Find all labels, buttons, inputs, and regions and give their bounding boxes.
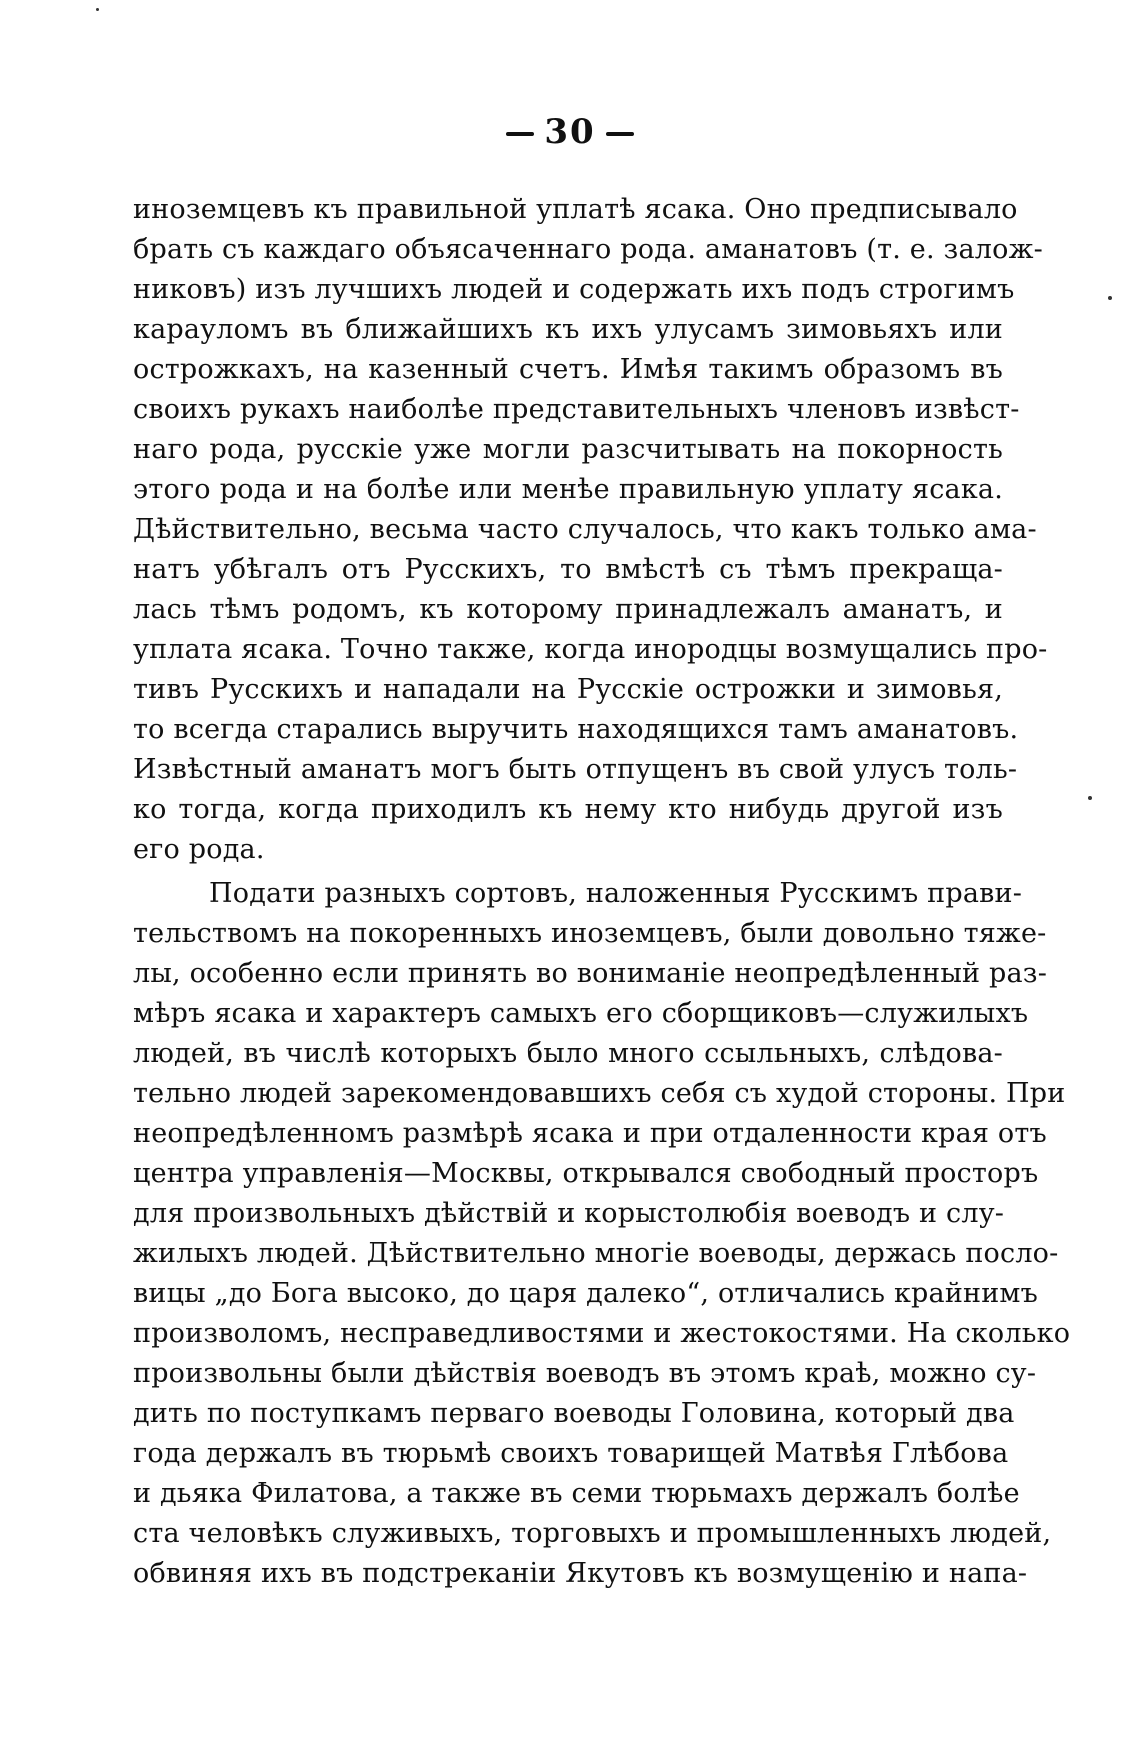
paper-speck [96,8,99,11]
text-line: тивъ Русскихъ и нападали на Русскіе острожки и зимовья, [133,674,1003,705]
paper-speck [1088,796,1092,800]
text-line: ко тогда, когда приходилъ къ нему кто нибудь другой изъ [133,794,1003,825]
left-ornament-dash [506,132,534,136]
text-line: тельно людей зарекомендовавшихъ себя съ худой стороны. При [133,1078,1066,1109]
text-line: лы, особенно если принять во вониманіе неопредѣленный раз- [133,958,1048,989]
text-line: его рода. [133,834,265,865]
text-line: острожкахъ, на казенный счетъ. Имѣя такимъ образомъ въ [133,354,1003,385]
text-line: наго рода, русскіе уже могли разсчитывать на покорность [133,434,1003,465]
text-line: этого рода и на болѣе или менѣе правильную уплату ясака. [133,474,1003,505]
text-line: Дѣйствительно, весьма часто случалось, что какъ только ама- [133,514,1037,545]
paragraph-1 [133,190,1048,870]
text-line: дить по поступкамъ перваго воеводы Головина, который два [133,1398,1015,1429]
text-line: уплата ясака. Точно также, когда инородцы возмущались про- [133,634,1048,665]
text-line: произвольны были дѣйствія воеводъ въ этомъ краѣ, можно су- [133,1358,1037,1389]
page-number-header [0,112,1140,152]
text-line: вицы „до Бога высоко, до царя далеко“, отличались крайнимъ [133,1278,1038,1309]
text-line: Подати разныхъ сортовъ, наложенныя Русскимъ прави- [209,878,1023,909]
right-ornament-dash [606,132,634,136]
text-line: брать съ каждаго объясаченнаго рода. аманатовъ (т. е. залож- [133,234,1043,265]
page-number: 30 [544,112,596,152]
text-line: ста человѣкъ служивыхъ, торговыхъ и промышленныхъ людей, [133,1518,1052,1549]
paragraph-2 [133,874,1071,1594]
text-line: карауломъ въ ближайшихъ къ ихъ улусамъ зимовьяхъ или [133,314,1003,345]
text-line: тельствомъ на покоренныхъ иноземцевъ, были довольно тяже- [133,918,1047,949]
text-line: своихъ рукахъ наиболѣе представительныхъ членовъ извѣст- [133,394,1020,425]
text-line: Извѣстный аманатъ могъ быть отпущенъ въ свой улусъ толь- [133,754,1018,785]
text-line: произволомъ, несправедливостями и жестокостями. На сколько [133,1318,1071,1349]
text-line: для произвольныхъ дѣйствій и корыстолюбія воеводъ и слу- [133,1198,1005,1229]
text-line: натъ убѣгалъ отъ Русскихъ, то вмѣстѣ съ тѣмъ прекраща- [133,554,1003,585]
text-line: лась тѣмъ родомъ, къ которому принадлежалъ аманатъ, и [133,594,1003,625]
paper-speck [1108,296,1112,300]
text-line: центра управленія—Москвы, открывался свободный просторъ [133,1158,1039,1189]
text-line: жилыхъ людей. Дѣйствительно многіе воеводы, держась посло- [133,1238,1059,1269]
text-line: иноземцевъ къ правильной уплатѣ ясака. Оно предписывало [133,194,1018,225]
text-line: никовъ) изъ лучшихъ людей и содержать ихъ подъ строгимъ [133,274,1015,305]
text-line: мѣръ ясака и характеръ самыхъ его сборщиковъ—служилыхъ [133,998,1029,1029]
text-line: то всегда старались выручить находящихся тамъ аманатовъ. [133,714,1019,745]
text-line: обвиняя ихъ въ подстреканіи Якутовъ къ возмущенію и напа- [133,1558,1028,1589]
text-line: неопредѣленномъ размѣрѣ ясака и при отдаленности края отъ [133,1118,1047,1149]
body-text [133,190,1071,1594]
text-line: и дьяка Филатова, а также въ семи тюрьмахъ держалъ болѣе [133,1478,1020,1509]
text-line: года держалъ въ тюрьмѣ своихъ товарищей Матвѣя Глѣбова [133,1438,1009,1469]
text-line: людей, въ числѣ которыхъ было много ссыльныхъ, слѣдова- [133,1038,1003,1069]
